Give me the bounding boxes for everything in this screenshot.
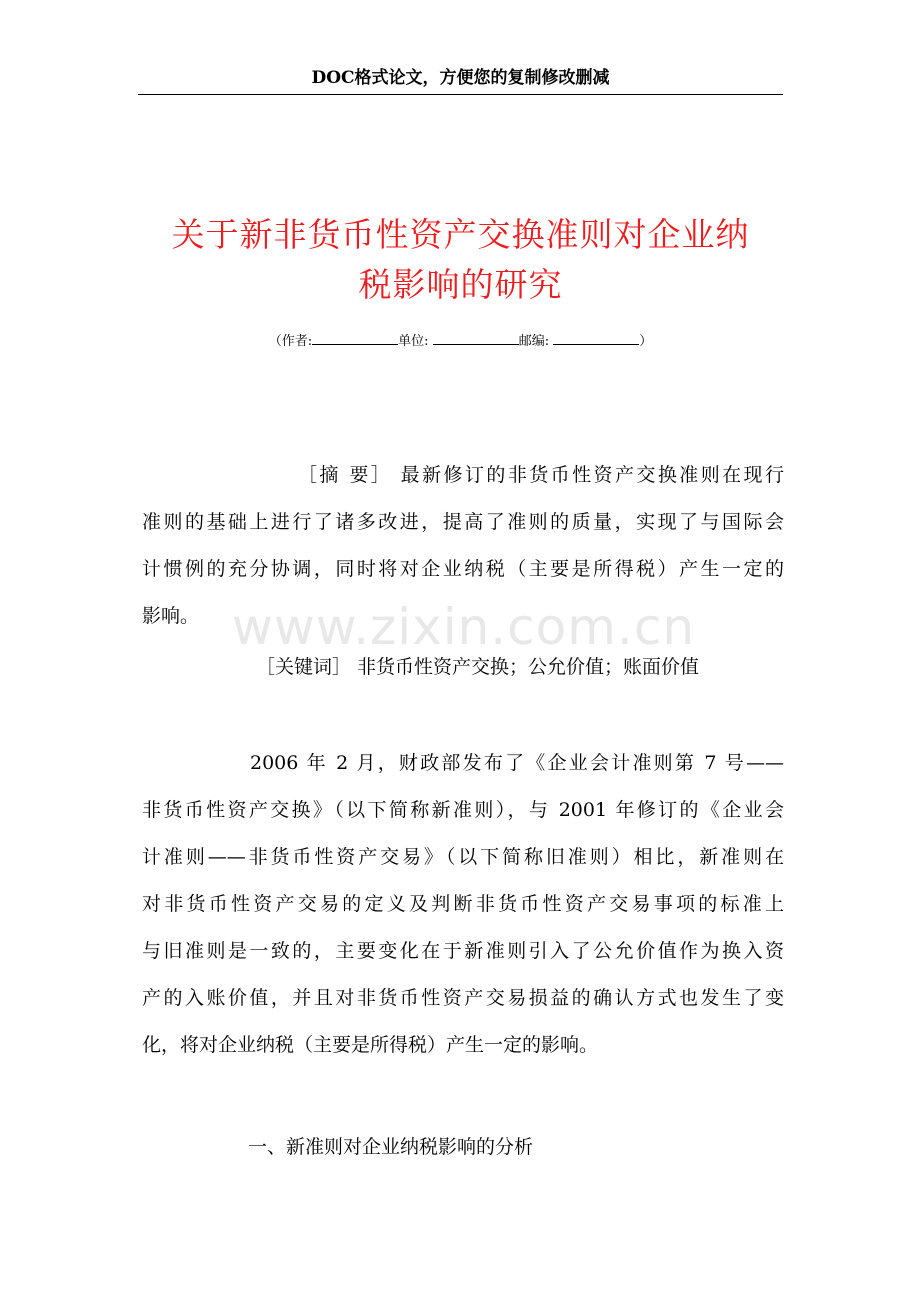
abstract-line: 影响。 — [142, 605, 200, 627]
author-info-close: ） — [639, 334, 653, 349]
document-header: DOC格式论文，方便您的复制修改删减 — [138, 64, 783, 95]
body-paragraph — [142, 740, 784, 1069]
section-heading: 一、新准则对企业纳税影响的分析 — [248, 1136, 534, 1158]
title-line-1: 关于新非货币性资产交换准则对企业纳 — [171, 215, 750, 254]
body-line: 对非货币性资产交易的定义及判断非货币性资产交易事项的标准上 — [142, 893, 784, 915]
keywords-line: ［关键词］ 非货币性资产交换；公允价值；账面价值 — [256, 656, 700, 678]
postcode-blank — [553, 330, 639, 345]
body-line: 化，将对企业纳税（主要是所得税）产生一定的影响。 — [142, 1034, 599, 1056]
paper-title — [138, 210, 783, 310]
abstract-line: 准则的基础上进行了诸多改进，提高了准则的质量，实现了与国际会 — [142, 511, 784, 533]
author-label: （作者: — [268, 334, 313, 349]
body-line: 计准则——非货币性资产交易》（以下简称旧准则）相比，新准则在 — [142, 846, 784, 868]
body-line: 非货币性资产交换》（以下简称新准则），与 2001 年修订的《企业会 — [142, 799, 784, 821]
unit-label: 单位: — [398, 334, 429, 349]
author-blank — [312, 330, 398, 345]
abstract-line: 计惯例的充分协调，同时将对企业纳税（主要是所得税）产生一定的 — [142, 558, 784, 580]
watermark: www.zixin.com.cn — [232, 598, 696, 656]
author-info — [138, 330, 783, 352]
body-line: 2006 年 2 月，财政部发布了《企业会计准则第 7 号—— — [250, 752, 784, 774]
body-line: 产的入账价值，并且对非货币性资产交易损益的确认方式也发生了变 — [142, 987, 784, 1009]
abstract-line: ［摘 要］ 最新修订的非货币性资产交换准则在现行 — [298, 464, 784, 486]
postcode-label: 邮编: — [518, 334, 550, 349]
unit-blank — [433, 330, 519, 345]
abstract-paragraph — [142, 452, 784, 640]
body-line: 与旧准则是一致的，主要变化在于新准则引入了公允价值作为换入资 — [142, 940, 784, 962]
title-line-2: 税影响的研究 — [358, 265, 563, 304]
